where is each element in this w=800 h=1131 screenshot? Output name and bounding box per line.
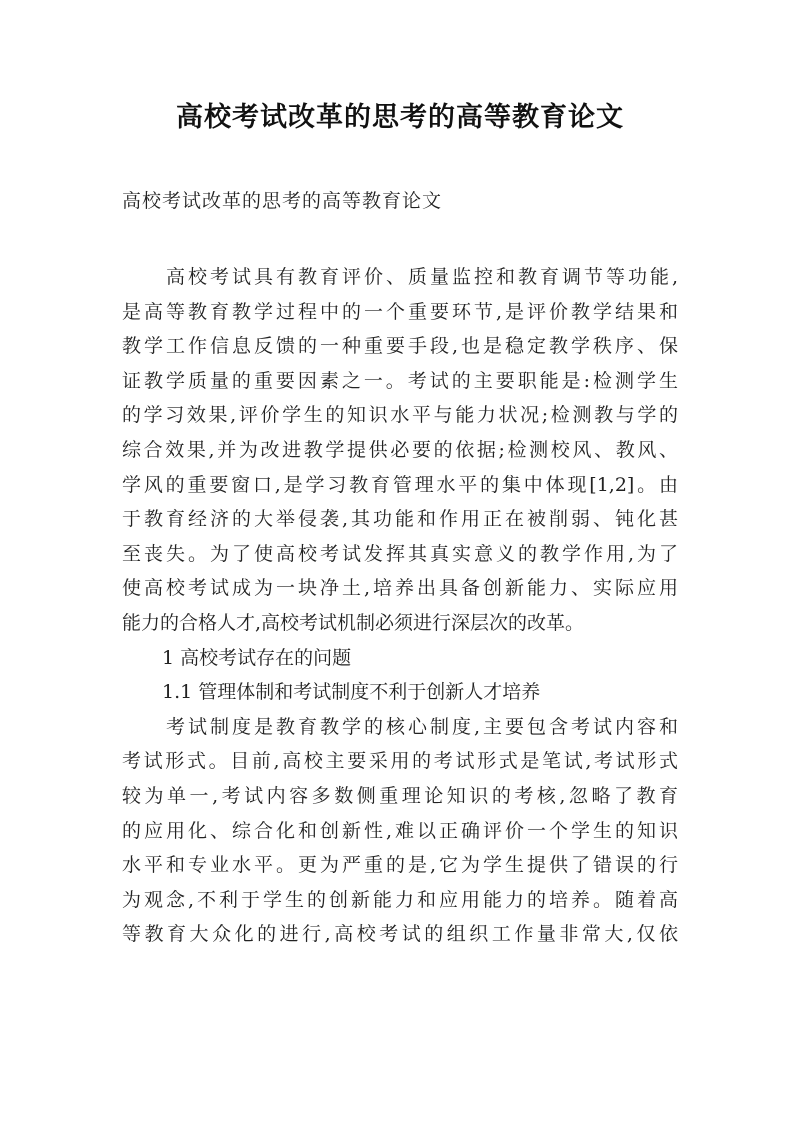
document-body (122, 260, 678, 952)
document-title: 高校考试改革的思考的高等教育论文 (176, 102, 624, 133)
document-subtitle: 高校考试改革的思考的高等教育论文 (122, 190, 443, 212)
text-line: 等教育大众化的进行,高校考试的组织工作量非常大,仅依 (122, 923, 678, 946)
text-line: 考试形式。目前,高校主要采用的考试形式是笔试,考试形式 (122, 750, 678, 773)
text-line: 教学工作信息反馈的一种重要手段,也是稳定教学秩序、保 (122, 335, 678, 358)
text-line: 高校考试具有教育评价、质量监控和教育调节等功能, (122, 266, 678, 288)
text-line: 的应用化、综合化和创新性,难以正确评价一个学生的知识 (122, 819, 678, 842)
text-line: 于教育经济的大举侵袭,其功能和作用正在被削弱、钝化甚 (122, 508, 678, 531)
text-line: 为观念,不利于学生的创新能力和应用能力的培养。随着高 (122, 888, 678, 911)
text-line: 证教学质量的重要因素之一。考试的主要职能是:检测学生 (122, 369, 678, 392)
subsection-heading: 1.1 管理体制和考试制度不利于创新人才培养 (162, 681, 541, 704)
paragraph-exam-system (122, 710, 678, 952)
text-line: 能力的合格人才,高校考试机制必须进行深层次的改革。 (122, 611, 585, 634)
text-line: 综合效果,并为改进教学提供必要的依据;检测校风、教风、 (122, 438, 678, 461)
text-line: 是高等教育教学过程中的一个重要环节,是评价教学结果和 (122, 300, 678, 323)
text-line: 学风的重要窗口,是学习教育管理水平的集中体现[1,2]。由 (122, 473, 678, 496)
text-line: 至丧失。为了使高校考试发挥其真实意义的教学作用,为了 (122, 542, 678, 565)
text-line: 水平和专业水平。更为严重的是,它为学生提供了错误的行 (122, 854, 678, 877)
paragraph-intro (122, 260, 678, 641)
text-line: 使高校考试成为一块净土,培养出具备创新能力、实际应用 (122, 577, 678, 600)
text-line: 考试制度是教育教学的核心制度,主要包含考试内容和 (122, 715, 678, 738)
text-line: 较为单一,考试内容多数侧重理论知识的考核,忽略了教育 (122, 784, 678, 807)
section-heading: 1 高校考试存在的问题 (162, 646, 352, 669)
text-line: 的学习效果,评价学生的知识水平与能力状况;检测教与学的 (122, 404, 678, 427)
